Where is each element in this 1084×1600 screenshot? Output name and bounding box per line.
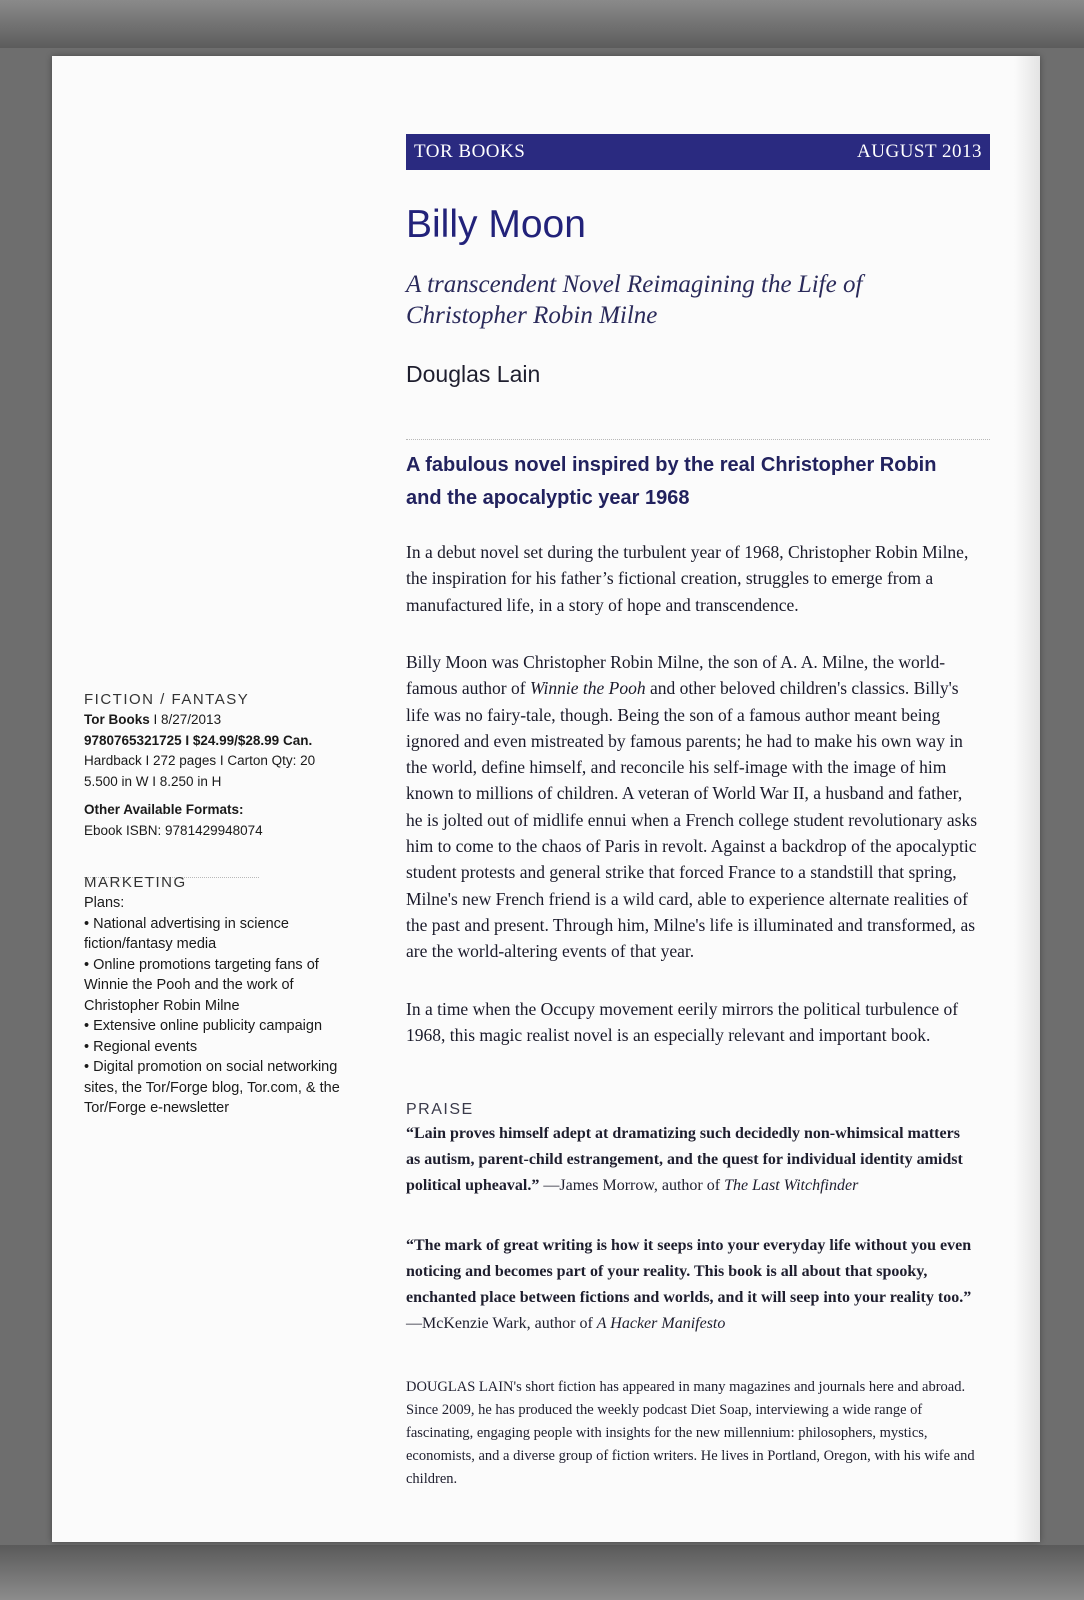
quote-attribution: —McKenzie Wark, author of (406, 1315, 597, 1332)
marketing-item: • Extensive online publicity campaign (84, 1018, 323, 1034)
scan-backdrop-top (0, 0, 1084, 48)
praise-quote-2 (406, 1233, 978, 1337)
other-formats-heading: Other Available Formats: (84, 802, 244, 817)
description-text: Billy Moon was Christopher Robin Milne, the son of A. A. Milne, the world-famous author of (406, 652, 946, 699)
quote-book-title: The Last Witchfinder (724, 1177, 859, 1194)
quote-text: “Lain proves himself adept at dramatizing such decidedly non-whimsical matters as autism, parent-child estrangement, and the quest for individual identity amidst political upheaval.” (406, 1125, 963, 1194)
publisher-date-line (84, 710, 352, 731)
quote-attribution: —James Morrow, author of (543, 1177, 725, 1194)
marketing-item: • National advertising in science fiction/fantasy media (84, 915, 289, 952)
praise-heading: PRAISE (406, 1101, 474, 1118)
marketing-heading: MARKETING (84, 874, 187, 891)
publisher-header-bar (406, 134, 990, 170)
plans-label: Plans: (84, 895, 125, 911)
description-paragraph-2 (406, 649, 978, 965)
quote-text: “The mark of great writing is how it seeps into your everyday life without you even noticing and becomes part of your reality. This book is all about that spooky, enchanted place between fictions and worlds, and it will seep into your reality too.” (406, 1237, 972, 1306)
release-date: AUGUST 2013 (857, 141, 982, 162)
pub-date: I 8/27/2013 (149, 712, 222, 727)
marketing-section (84, 874, 352, 1119)
marketing-item: • Digital promotion on social networking sites, the Tor/Forge blog, Tor.com, & the Tor/Forge e-newsletter (84, 1059, 340, 1116)
marketing-item: • Regional events (84, 1038, 198, 1055)
category-heading: FICTION / FANTASY (84, 691, 250, 708)
ebook-isbn: Ebook ISBN: 9781429948074 (84, 822, 263, 838)
format-line: Hardback I 272 pages I Carton Qty: 20 (84, 753, 316, 768)
author-bio: DOUGLAS LAIN's short fiction has appeared in many magazines and journals here and abroad. Since 2009, he has produced the weekly podcast Diet Soap, interviewing a wide range of fascinating, engaging people with insights for the new millennium: philosophers, mystics, economists, and a diverse group of fiction writers. He lives in Portland, Oregon, with his wife and children. (406, 1379, 975, 1487)
book-author: Douglas Lain (406, 361, 541, 387)
book-reference: Winnie the Pooh (529, 678, 646, 699)
description-paragraph-1: In a debut novel set during the turbulent year of 1968, Christopher Robin Milne, the inspiration for his father’s fictional creation, struggles to emerge from a manufactured life, in a story of hope and transcendence. (406, 542, 969, 615)
scan-backdrop-bottom (0, 1545, 1084, 1600)
marketing-item: • Online promotions targeting fans of Winnie the Pooh and the work of Christopher Robin Milne (84, 956, 319, 1014)
section-divider (406, 439, 990, 440)
other-formats-label (84, 800, 352, 821)
quote-book-title: A Hacker Manifesto (596, 1315, 726, 1332)
isbn-price-line (84, 731, 352, 752)
praise-quote-1 (406, 1121, 978, 1199)
publisher-label: Tor Books (84, 712, 150, 727)
book-details (84, 691, 352, 841)
publisher-name: TOR BOOKS (414, 141, 526, 162)
promo-headline: A fabulous novel inspired by the real Christopher Robin and the apocalyptic year 1968 (406, 454, 937, 509)
isbn-price: 9780765321725 I $24.99/$28.99 Can. (84, 732, 313, 748)
book-title: Billy Moon (406, 203, 586, 246)
description-text: and other beloved children's classics. Billy's life was no fairy-tale, though. Being the son of a famous author meant being ignored and even mistreated by famous parents; he had to make his own way in the world, define himself, and reconcile his self-image with the image of him known to millions of children. A veteran of World War II, a husband and father, he is jolted out of midlife ennui when a French college student revolutionary asks him to come to the chaos of Paris in revolt. Against a backdrop of the apocalyptic student protests and general strike that forced France to a standstill that spring, Milne's new French friend is a wild card, able to experience alternate realities of the past and present. Through him, Milne's life is illuminated and transformed, as are the world-altering events of that year. (406, 678, 978, 962)
description-paragraph-3: In a time when the Occupy movement eerily mirrors the political turbulence of 1968, this magic realist novel is an especially relevant and important book. (406, 999, 959, 1046)
catalog-page (52, 56, 1040, 1542)
page-edge-shading (1014, 56, 1040, 1542)
size-line: 5.500 in W I 8.250 in H (84, 773, 222, 789)
book-subtitle: A transcendent Novel Reimagining the Life of Christopher Robin Milne (406, 271, 863, 329)
